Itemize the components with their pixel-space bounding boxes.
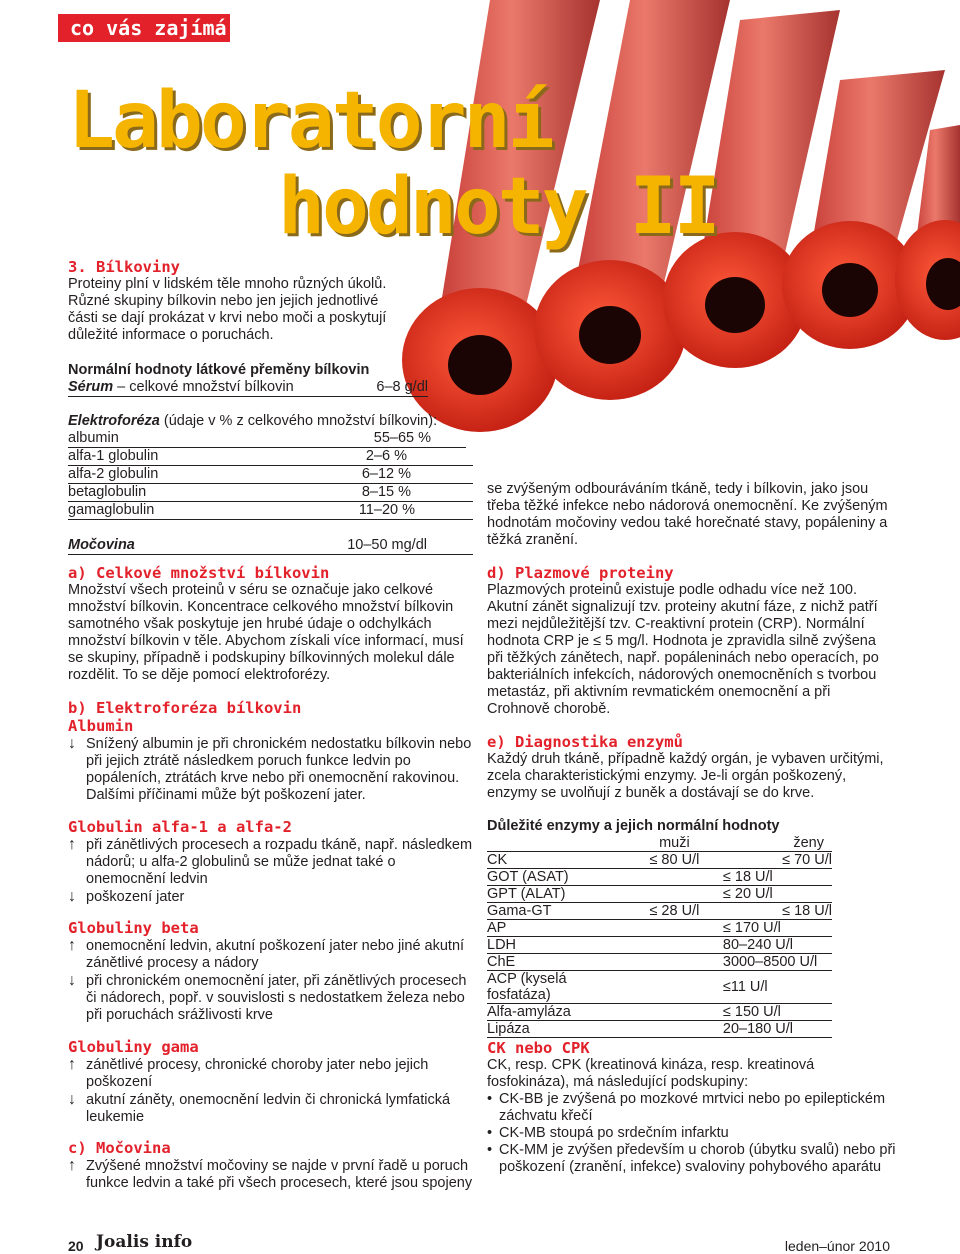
ck-section [487,1039,897,1176]
alfa-globulin-block [68,818,473,906]
section-tag: co vás zajímá [58,14,230,42]
arrow-up-icon: ↑ [68,836,76,853]
enzyme-shared-value: 20–180 U/l [623,1021,832,1038]
electro-row [68,448,473,466]
bullet-icon: • [487,1091,493,1107]
enzyme-women-value: ≤ 70 U/l [726,852,832,869]
enzyme-men-value: ≤ 80 U/l [623,852,726,869]
enzyme-shared-value: ≤11 U/l [623,971,832,1004]
arrow-down-icon: ↓ [68,972,76,989]
electro-row-value: 11–20 % [358,502,415,518]
electro-row-value: 2–6 % [365,448,407,464]
enzyme-name: Alfa-amyláza [487,1004,623,1021]
enzyme-name: GOT (ASAT) [487,869,623,886]
gama-globulin-block [68,1038,468,1126]
continuation-text: se zvýšeným odbouráváním tkáně, tedy i bílkovin, jako jsou třeba těžké infekce nebo nádorová onemocnění. Ke zvýšeným hodnotám močoviny vedou také horečnaté stavy, popáleniny a těžká zranění. [487,481,888,548]
ck-heading: CK nebo CPK [487,1039,590,1057]
section-c-item [68,1157,473,1192]
electro-text: (údaje v % z celkového množství bílkovin): [159,413,438,429]
serum-label: Sérum [68,379,114,395]
gama-item-text: akutní záněty, onemocnění ledvin či chronická lymfatická leukemie [86,1092,451,1125]
enzyme-shared-value: ≤ 20 U/l [623,886,832,903]
ck-list-item-text: CK-MB stoupá po srdečním infarktu [499,1125,729,1141]
serum-desc [68,379,294,396]
electro-heading [68,413,473,430]
electro-row-name: gamaglobulin [68,502,155,518]
electro-row [68,466,473,484]
urea-label: Močovina [68,537,135,553]
enzyme-row [487,903,832,920]
enzyme-row [487,852,832,869]
serum-text: – celkové množství bílkovin [113,379,294,395]
albumin-item [68,735,473,804]
enzymes-table [487,835,832,1038]
normal-values-heading: Normální hodnoty látkové přeměny bílkovin [68,362,370,378]
enzyme-row [487,920,832,937]
section-c [68,1139,473,1192]
beta-item-text: onemocnění ledvin, akutní poškození jater nebo jiné akutní zánětlivé procesy a nádory [86,938,465,971]
ck-list-item [487,1142,897,1176]
gama-item [68,1056,468,1091]
beta-item [68,972,473,1024]
gama-item [68,1091,468,1126]
enzyme-row [487,971,832,1004]
urea-value: 10–50 mg/dl [347,537,427,553]
enzyme-row [487,954,832,971]
electro-row [68,430,466,448]
section-a-heading: a) Celkové množství bílkovin [68,564,330,582]
page-number: 20 [68,1238,84,1254]
enzyme-shared-value: 80–240 U/l [623,937,832,954]
arrow-up-icon: ↑ [68,937,76,954]
alfa-heading: Globulin alfa-1 a alfa-2 [68,818,292,836]
beta-globulin-block [68,919,473,1024]
gama-heading: Globuliny gama [68,1038,199,1056]
enzyme-men-value: ≤ 28 U/l [623,903,726,920]
bullet-icon: • [487,1125,493,1141]
section-d-heading: d) Plazmové proteiny [487,564,674,582]
electro-label: Elektroforéza [68,413,160,429]
alfa-item-text: při zánětlivých procesech a rozpadu tkáně, např. následkem nádorů; u alfa-2 globulinů se může jednat také o onemocnění ledvin [86,837,473,887]
page-title-line1: Laboratorní [68,76,552,166]
enzyme-shared-value: 3000–8500 U/l [623,954,832,971]
electro-row-value: 55–65 % [373,430,431,446]
albumin-item-text: Snížený albumin je při chronickém nedostatku bílkovin nebo při jejich ztrátě následkem poruch funkce ledvin po popáleních, ztrátách krve nebo při onemocnění rakovinou. Dalšími příčinami může být poškození jater. [86,736,472,803]
enzyme-name: ChE [487,954,623,971]
urea-row [68,537,473,555]
section-a-text: Množství všech proteinů v séru se označuje jako celkové množství bílkovin. Koncentrace celkového množství bílkovin samotného však poskytuje jen hrubé údaje o odchylkách množství bílkovin v těle. Abychom získali více informací, musí se skupiny, případně i podskupiny bílkovinných molekul dále rozdělit. To se děje pomocí elektroforézy. [68,582,464,683]
intro [68,258,388,344]
enzyme-women-value: ≤ 18 U/l [726,903,832,920]
electro-row [68,484,473,502]
bullet-icon: • [487,1142,493,1158]
albumin-heading: Albumin [68,717,134,735]
beta-item-text: při chronickém onemocnění jater, při zánětlivých procesech či nádorech, popř. v souvislosti s nedostatkem železa nebo při poruchách srážlivosti krve [86,973,467,1023]
enzyme-row [487,1004,832,1021]
enzyme-row [487,886,832,903]
beta-heading: Globuliny beta [68,919,199,937]
section-d-text: Plazmových proteinů existuje podle odhadu více než 100. Akutní zánět signalizují tzv. proteiny akutní fáze, z nichž patří mezi nejdůležitější tzv. C-reaktivní protein (CRP). Normální hodnota CRP je ≤ 5 mg/l. Hodnota je zpravidla silně zvýšena při těžkých zánětech, např. popáleninách nebo operacích, po bakteriálních infekcích, nádorových onemocněních s tvorbou metastáz, při aktivním revmatickém onemocnění a při Crohnově chorobě. [487,582,879,717]
electro-row-name: alfa-1 globulin [68,448,159,464]
electrophoresis-block [68,413,473,555]
ck-text: CK, resp. CPK (kreatinová kináza, resp. kreatinová fosfokináza), má následující podskupiny: [487,1057,815,1090]
enzyme-shared-value: ≤ 18 U/l [623,869,832,886]
enzyme-name: ACP (kyselá fosfatáza) [487,971,623,1004]
section-e [487,733,892,802]
ck-list-item [487,1091,897,1125]
section-e-text: Každý druh tkáně, případně každý orgán, je vybaven určitými, zcela charakteristickými enzymy. Je-li orgán poškozený, enzymy se uvolňují z buněk a dostávají se do krve. [487,751,884,801]
enzyme-shared-value: ≤ 150 U/l [623,1004,832,1021]
enzyme-row [487,1021,832,1038]
enzyme-shared-value: ≤ 170 U/l [623,920,832,937]
electro-row-name: betaglobulin [68,484,147,500]
section-a [68,564,468,684]
enzyme-name: GPT (ALAT) [487,886,623,903]
section-e-heading: e) Diagnostika enzymů [487,733,683,751]
brand-logo: Joalis info [96,1232,193,1252]
enzymes-heading: Důležité enzymy a jejich normální hodnoty [487,818,780,834]
alfa-item-text: poškození jater [86,889,185,905]
enzymes-header-row [487,835,832,852]
gama-item-text: zánětlivé procesy, chronické choroby jater nebo jejich poškození [86,1057,429,1090]
enzymes-col-women: ženy [726,835,832,852]
electro-row-name: albumin [68,430,119,446]
ck-list-item-text: CK-BB je zvýšená po mozkové mrtvici nebo po epileptickém záchvatu křečí [499,1091,886,1124]
enzyme-name: Gama-GT [487,903,623,920]
arrow-up-icon: ↑ [68,1157,76,1174]
enzymes-header-empty [487,835,623,852]
enzymes-col-men: muži [623,835,726,852]
enzyme-name: AP [487,920,623,937]
ck-list-item [487,1125,897,1142]
electro-row-name: alfa-2 globulin [68,466,159,482]
section-d [487,564,892,718]
section-c-heading: c) Močovina [68,1139,171,1157]
arrow-down-icon: ↓ [68,735,76,752]
enzyme-name: LDH [487,937,623,954]
electro-row-value: 6–12 % [361,466,411,482]
alfa-item [68,888,473,906]
beta-item [68,937,473,972]
enzymes-table-block [487,818,832,1038]
intro-text: Proteiny plní v lidském těle mnoho různých úkolů. Různé skupiny bílkovin nebo jen jejich jednotlivé části se dají prokázat v krvi nebo moči a poskytují důležité informace o poruchách. [68,276,387,343]
alfa-item [68,836,473,888]
section-b-heading: b) Elektroforéza bílkovin [68,699,302,717]
arrow-down-icon: ↓ [68,1091,76,1108]
enzymes-body [487,852,832,1038]
ck-list-item-text: CK-MM je zvýšen především u chorob (úbytku svalů) nebo při poškození (zranění, infekce) svaloviny pohybového aparátu [499,1142,896,1175]
enzyme-name: Lipáza [487,1021,623,1038]
arrow-down-icon: ↓ [68,888,76,905]
enzyme-name: CK [487,852,623,869]
section-c-item-text: Zvýšené množství močoviny se najde v první řadě u poruch funkce ledvin a také při všech procesech, které jsou spojeny [86,1158,473,1191]
enzyme-row [487,937,832,954]
electro-row-value: 8–15 % [361,484,411,500]
normal-values [68,362,428,397]
electro-row [68,502,473,520]
arrow-up-icon: ↑ [68,1056,76,1073]
serum-row [68,379,428,397]
enzyme-row [487,869,832,886]
serum-value: 6–8 g/dl [376,379,428,395]
issue-date: leden–únor 2010 [784,1238,890,1254]
page-title-line2: hodnoty II [278,162,718,252]
section-b [68,699,473,804]
intro-heading: 3. Bílkoviny [68,258,180,276]
